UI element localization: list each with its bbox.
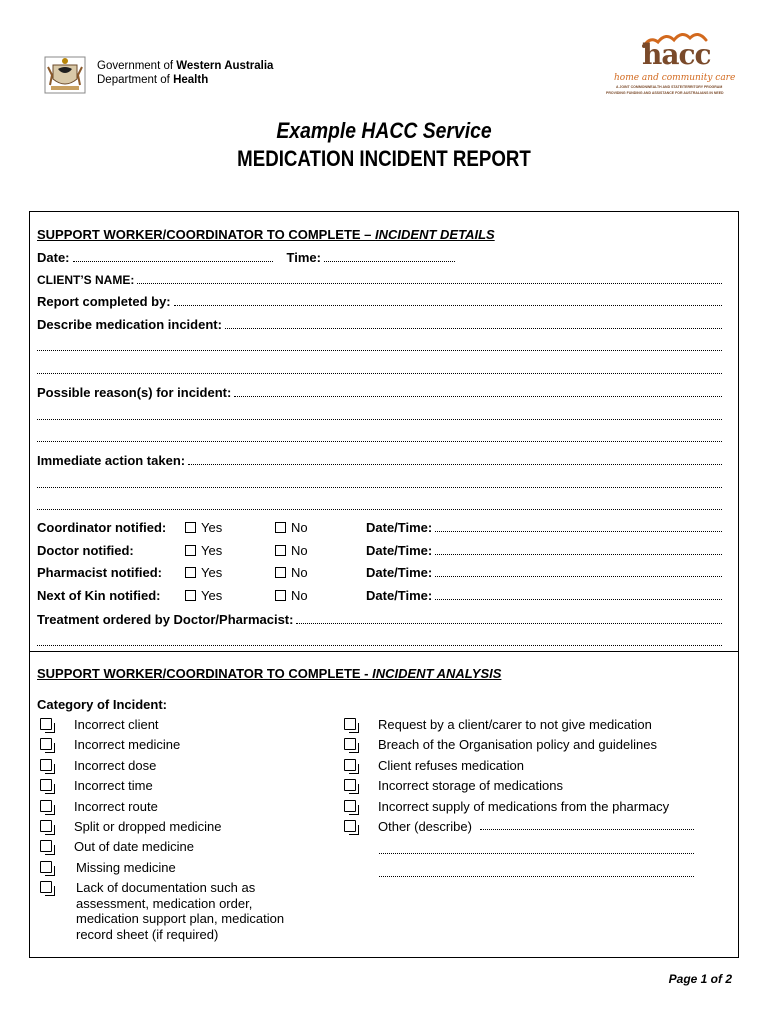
next-of-kin-notified-label: Next of Kin notified: <box>37 588 161 603</box>
pharmacist-notified-label: Pharmacist notified: <box>37 565 162 580</box>
coordinator-yes-option[interactable]: Yes <box>185 520 222 535</box>
checkbox-icon[interactable] <box>40 759 52 771</box>
category-item-incorrect-dose[interactable]: Incorrect dose <box>40 758 156 773</box>
pharmacist-datetime-field[interactable] <box>435 576 722 577</box>
other-describe-field[interactable] <box>480 829 694 830</box>
action-row <box>37 452 722 468</box>
report-completed-label: Report completed by: <box>37 294 171 309</box>
category-item-incorrect-route[interactable]: Incorrect route <box>40 799 158 814</box>
checkbox-icon[interactable] <box>344 718 356 730</box>
reasons-line-3[interactable] <box>37 441 722 442</box>
checkbox-icon[interactable] <box>344 779 356 791</box>
checkbox-icon[interactable] <box>40 779 52 791</box>
describe-line-2[interactable] <box>37 350 722 351</box>
describe-row <box>37 316 722 332</box>
doctor-datetime: Date/Time: <box>366 543 722 558</box>
doctor-datetime-field[interactable] <box>435 554 722 555</box>
checkbox-icon[interactable] <box>344 800 356 812</box>
doctor-no-option[interactable]: No <box>275 543 308 558</box>
date-label: Date: <box>37 250 70 265</box>
other-describe-line-3[interactable] <box>379 876 694 877</box>
pharmacist-notified-row <box>37 565 722 581</box>
checkbox-icon[interactable] <box>275 545 286 556</box>
page-title: MEDICATION INCIDENT REPORT <box>237 146 531 171</box>
action-label: Immediate action taken: <box>37 453 186 468</box>
category-item-client-refuses[interactable]: Client refuses medication <box>344 758 524 773</box>
page-number: Page 1 of 2 <box>668 972 732 986</box>
category-item-incorrect-time[interactable]: Incorrect time <box>40 778 153 793</box>
date-field[interactable] <box>73 261 273 262</box>
action-field[interactable] <box>188 464 722 465</box>
checkbox-icon[interactable] <box>185 545 196 556</box>
hacc-fine-print-1: A JOINT COMMONWEALTH AND STATE/TERRITORY PROGRAM <box>616 85 723 89</box>
treatment-label: Treatment ordered by Doctor/Pharmacist: <box>37 612 294 627</box>
category-item-split-dropped[interactable]: Split or dropped medicine <box>40 819 221 834</box>
category-item-breach-policy[interactable]: Breach of the Organisation policy and guidelines <box>344 737 657 752</box>
category-item-other[interactable]: Other (describe) <box>344 819 694 834</box>
next-of-kin-datetime-field[interactable] <box>435 599 722 600</box>
coordinator-no-option[interactable]: No <box>275 520 308 535</box>
category-item-out-of-date[interactable]: Out of date medicine <box>40 839 194 854</box>
category-item-request-not-give[interactable]: Request by a client/carer to not give medication <box>344 717 652 732</box>
lack-of-documentation-text: Lack of documentation such as assessment, medication order, medication support plan, medication record sheet (if required) <box>76 880 285 942</box>
other-describe-line-2[interactable] <box>379 853 694 854</box>
doctor-notified-label: Doctor notified: <box>37 543 134 558</box>
describe-label: Describe medication incident: <box>37 317 222 332</box>
doctor-yes-option[interactable]: Yes <box>185 543 222 558</box>
client-name-row <box>37 271 722 287</box>
coordinator-datetime-field[interactable] <box>435 531 722 532</box>
gov-line-2: Department of Health <box>97 74 209 86</box>
time-label: Time: <box>286 250 321 265</box>
next-of-kin-datetime: Date/Time: <box>366 588 722 603</box>
checkbox-icon[interactable] <box>344 820 356 832</box>
next-of-kin-notified-row <box>37 588 722 604</box>
wa-crest-icon <box>43 53 87 95</box>
time-field[interactable] <box>324 261 455 262</box>
coordinator-datetime: Date/Time: <box>366 520 722 535</box>
action-line-3[interactable] <box>37 509 722 510</box>
next-of-kin-yes-option[interactable]: Yes <box>185 588 222 603</box>
coordinator-notified-row <box>37 520 722 536</box>
reasons-row <box>37 384 722 400</box>
category-label: Category of Incident: <box>37 697 168 712</box>
checkbox-icon[interactable] <box>344 759 356 771</box>
treatment-row <box>37 611 722 627</box>
incident-details-heading: SUPPORT WORKER/COORDINATOR TO COMPLETE – INCIDENT DETAILS <box>37 227 495 242</box>
checkbox-icon[interactable] <box>40 718 52 730</box>
checkbox-icon[interactable] <box>344 738 356 750</box>
reasons-label: Possible reason(s) for incident: <box>37 385 232 400</box>
pharmacist-yes-option[interactable]: Yes <box>185 565 222 580</box>
checkbox-icon[interactable] <box>40 738 52 750</box>
describe-line-3[interactable] <box>37 373 722 374</box>
treatment-field[interactable] <box>296 623 722 624</box>
checkbox-icon[interactable] <box>40 861 52 873</box>
reasons-line-2[interactable] <box>37 419 722 420</box>
checkbox-icon[interactable] <box>40 820 52 832</box>
category-item-missing-medicine[interactable]: Missing medicine <box>40 860 176 875</box>
form-subtitle: Example HACC Service <box>276 118 492 143</box>
report-completed-row <box>37 293 722 309</box>
pharmacist-no-option[interactable]: No <box>275 565 308 580</box>
checkbox-icon[interactable] <box>185 567 196 578</box>
report-completed-field[interactable] <box>174 305 722 306</box>
incident-analysis-heading: SUPPORT WORKER/COORDINATOR TO COMPLETE - INCIDENT ANALYSIS <box>37 666 502 681</box>
checkbox-icon[interactable] <box>275 590 286 601</box>
checkbox-icon[interactable] <box>185 590 196 601</box>
category-item-incorrect-client[interactable]: Incorrect client <box>40 717 159 732</box>
hacc-fine-print-2: PROVIDING FUNDING AND ASSISTANCE FOR AUSTRALIANS IN NEED <box>606 91 724 95</box>
category-item-incorrect-supply[interactable]: Incorrect supply of medications from the pharmacy <box>344 799 669 814</box>
coordinator-notified-label: Coordinator notified: <box>37 520 167 535</box>
pharmacist-datetime: Date/Time: <box>366 565 722 580</box>
wa-government-logo <box>43 53 293 95</box>
category-item-incorrect-storage[interactable]: Incorrect storage of medications <box>344 778 563 793</box>
action-line-2[interactable] <box>37 487 722 488</box>
checkbox-icon[interactable] <box>40 840 52 852</box>
next-of-kin-no-option[interactable]: No <box>275 588 308 603</box>
category-item-lack-of-documentation[interactable] <box>40 880 284 942</box>
treatment-line-2[interactable] <box>37 645 722 646</box>
checkbox-icon[interactable] <box>185 522 196 533</box>
doctor-notified-row <box>37 543 722 559</box>
checkbox-icon[interactable] <box>275 522 286 533</box>
category-item-incorrect-medicine[interactable]: Incorrect medicine <box>40 737 180 752</box>
reasons-field[interactable] <box>234 396 722 397</box>
checkbox-icon[interactable] <box>275 567 286 578</box>
client-name-field[interactable] <box>137 283 722 284</box>
checkbox-icon[interactable] <box>40 881 52 893</box>
date-time-row <box>37 249 467 265</box>
hacc-tagline: home and community care <box>614 73 736 83</box>
describe-field[interactable] <box>225 328 722 329</box>
hacc-logo <box>604 32 734 102</box>
checkbox-icon[interactable] <box>40 800 52 812</box>
gov-line-1: Government of Western Australia <box>97 60 274 72</box>
client-name-label: CLIENT’S NAME: <box>37 273 135 287</box>
hacc-wordmark: hacc <box>642 38 711 71</box>
